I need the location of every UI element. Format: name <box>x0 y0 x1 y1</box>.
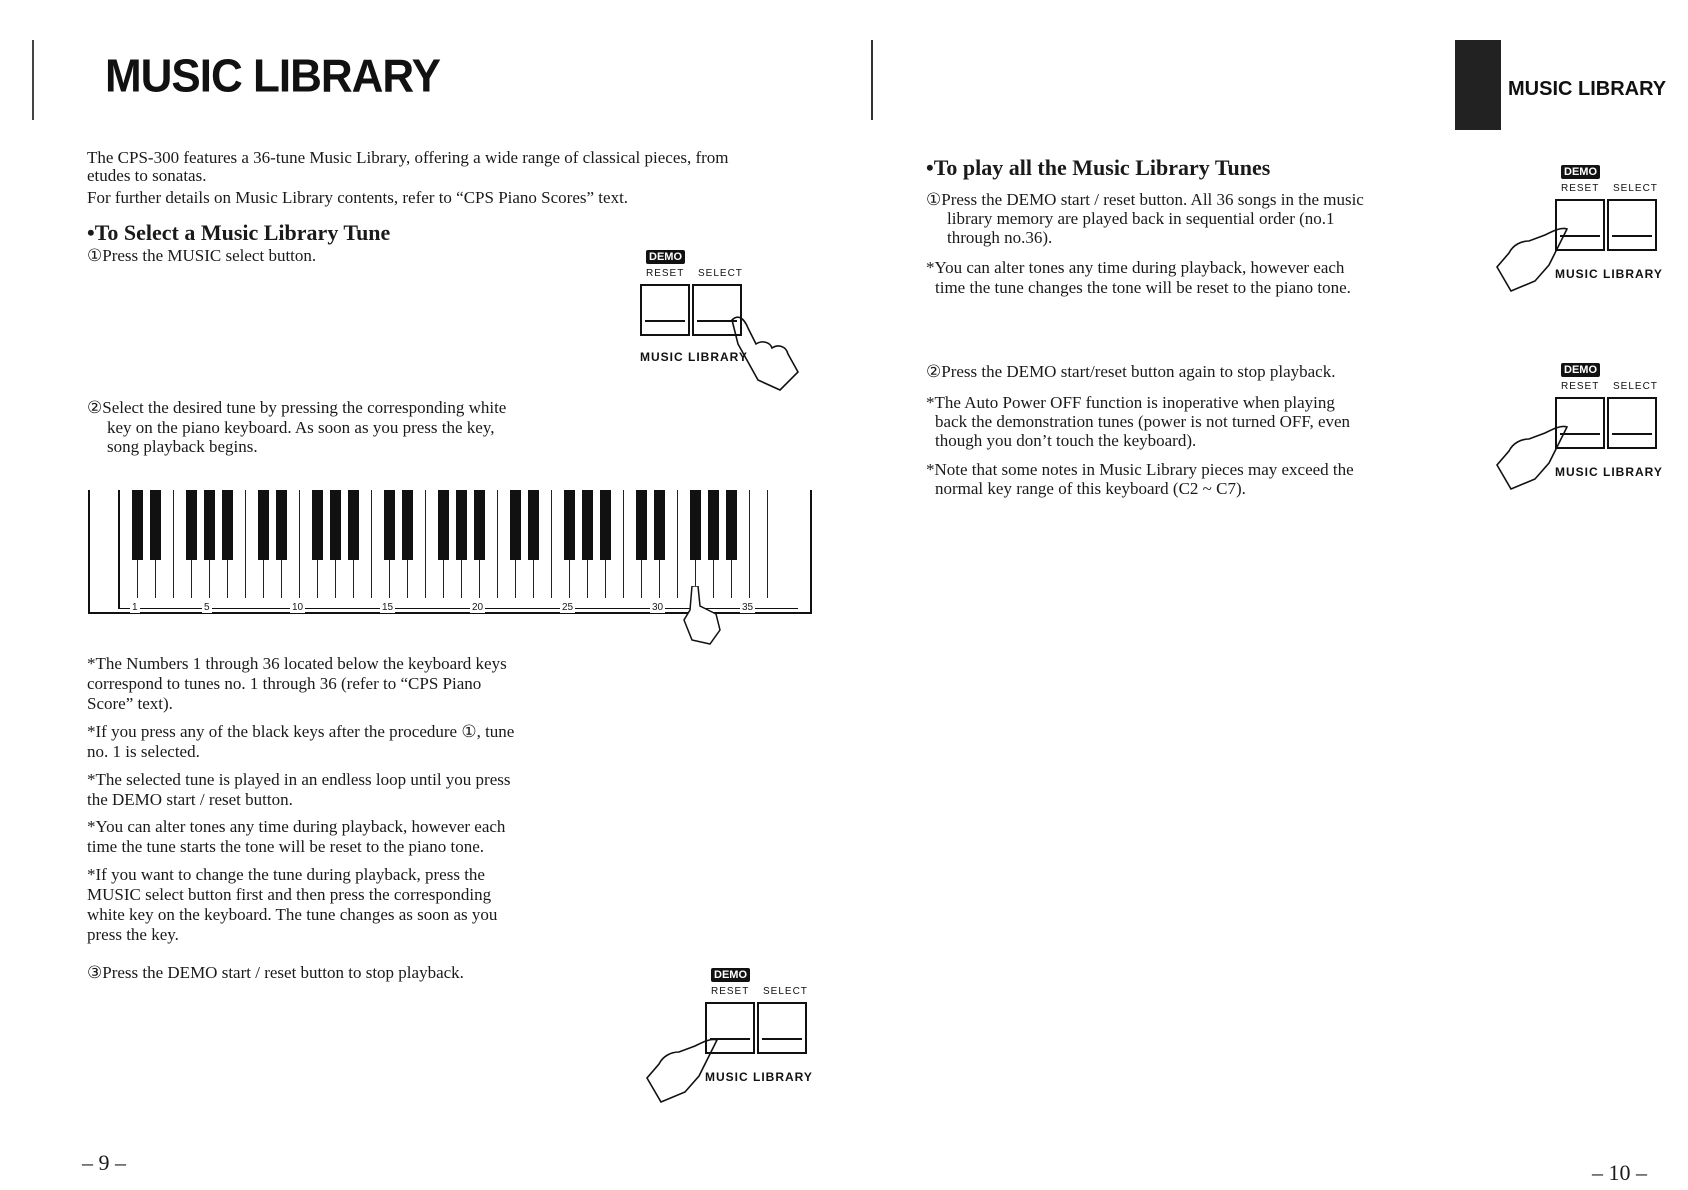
black-key <box>402 490 413 560</box>
page-number-left: – 9 – <box>82 1150 126 1175</box>
page-divider <box>871 40 873 120</box>
music-library-label: MUSIC LIBRARY <box>1555 267 1663 281</box>
page-title: MUSIC LIBRARY <box>105 50 440 103</box>
black-key <box>150 490 161 560</box>
music-library-label: MUSIC LIBRARY <box>705 1070 813 1084</box>
note-black-keys: *If you press any of the black keys after the procedure ①, tune no. 1 is selected. <box>87 722 515 761</box>
demo-badge: DEMO <box>1561 363 1600 377</box>
black-key <box>654 490 665 560</box>
demo-badge: DEMO <box>711 968 750 982</box>
reset-label: RESET <box>1561 183 1600 194</box>
black-key <box>582 490 593 560</box>
black-key <box>330 490 341 560</box>
reset-label: RESET <box>646 268 685 279</box>
select-button-illustration <box>1607 397 1657 449</box>
control-panel-diagram-4 <box>1555 363 1688 493</box>
black-key <box>456 490 467 560</box>
note-numbers: *The Numbers 1 through 36 located below the keyboard keys correspond to tunes no. 1 through 36 (refer to “CPS Piano Score” text). <box>87 654 507 713</box>
r-note-3-line-2: normal key range of this keyboard (C2 ~ C7). <box>935 479 1246 498</box>
r-note-2-line-2: back the demonstration tunes (power is not turned OFF, even <box>935 412 1351 431</box>
r-step-1-line-2: library memory are played back in sequential order (no.1 <box>947 209 1335 228</box>
demo-badge: DEMO <box>646 250 685 264</box>
black-key <box>132 490 143 560</box>
black-key <box>636 490 647 560</box>
select-button-illustration <box>1607 199 1657 251</box>
section-tab-marker <box>1455 40 1501 130</box>
black-key <box>564 490 575 560</box>
note-endless-loop: *The selected tune is played in an endless loop until you press the DEMO start / reset button. <box>87 770 511 809</box>
control-panel-diagram-1 <box>640 250 830 380</box>
black-key <box>474 490 485 560</box>
r-note-3-line-1: *Note that some notes in Music Library pieces may exceed the <box>926 460 1354 479</box>
black-key <box>258 490 269 560</box>
black-key <box>510 490 521 560</box>
key-number: 30 <box>652 602 664 613</box>
black-key <box>276 490 287 560</box>
margin-rule <box>32 40 34 120</box>
select-label: SELECT <box>698 268 743 279</box>
black-key <box>708 490 719 560</box>
section-tab-label: MUSIC LIBRARY <box>1508 78 1667 100</box>
music-library-label: MUSIC LIBRARY <box>1555 465 1663 479</box>
r-step-2-text: ②Press the DEMO start/reset button again to stop playback. <box>926 362 1336 381</box>
r-note-2-line-3: though you don’t touch the keyboard). <box>935 431 1197 450</box>
black-key <box>312 490 323 560</box>
step-1-text: ①Press the MUSIC select button. <box>87 246 317 265</box>
step-2-line-1: ②Select the desired tune by pressing the corresponding white <box>87 398 507 417</box>
pointing-hand-icon <box>728 314 818 394</box>
finger-on-key-icon <box>678 586 728 646</box>
section-heading-select: •To Select a Music Library Tune <box>87 220 391 245</box>
black-key <box>600 490 611 560</box>
select-label: SELECT <box>1613 183 1658 194</box>
black-key <box>204 490 215 560</box>
pointing-hand-icon <box>645 1038 725 1108</box>
keyboard-end-block <box>88 490 120 608</box>
black-key <box>186 490 197 560</box>
piano-keyboard-diagram <box>88 490 810 614</box>
pointing-hand-icon <box>1495 425 1575 495</box>
note-change-tune: *If you want to change the tune during playback, press the MUSIC select button first and then press the corresponding white key on the keyboard. The tune changes as soon as you press the key. <box>87 865 498 944</box>
reset-label: RESET <box>1561 381 1600 392</box>
key-number: 35 <box>742 602 754 613</box>
black-key <box>726 490 737 560</box>
reset-label: RESET <box>711 986 750 997</box>
black-key <box>438 490 449 560</box>
pointing-hand-icon <box>1495 227 1575 297</box>
r-note-1-line-1: *You can alter tones any time during playback, however each <box>926 258 1345 277</box>
black-key <box>222 490 233 560</box>
control-panel-diagram-2 <box>705 968 895 1098</box>
step-2-line-2: key on the piano keyboard. As soon as you press the key, <box>107 418 495 437</box>
intro-text-1b: etudes to sonatas. <box>87 166 207 185</box>
black-key <box>348 490 359 560</box>
r-step-1-line-1: ①Press the DEMO start / reset button. All 36 songs in the music <box>926 190 1364 209</box>
key-number: 20 <box>472 602 484 613</box>
page-number-right: – 10 – <box>1592 1160 1647 1185</box>
music-library-label: MUSIC LIBRARY <box>640 350 748 364</box>
black-key <box>690 490 701 560</box>
demo-badge: DEMO <box>1561 165 1600 179</box>
step-2-line-3: song playback begins. <box>107 437 258 456</box>
select-label: SELECT <box>1613 381 1658 392</box>
note-alter-tones: *You can alter tones any time during playback, however each time the tune starts the tone will be reset to the piano tone. <box>87 817 506 856</box>
white-key <box>750 490 768 598</box>
control-panel-diagram-3 <box>1555 165 1688 295</box>
r-note-1-line-2: time the tune changes the tone will be reset to the piano tone. <box>935 278 1351 297</box>
key-number: 10 <box>292 602 304 613</box>
r-note-2-line-1: *The Auto Power OFF function is inoperative when playing <box>926 393 1335 412</box>
section-heading-play-all: •To play all the Music Library Tunes <box>926 155 1271 180</box>
key-number: 5 <box>204 602 210 613</box>
key-number: 15 <box>382 602 394 613</box>
key-number: 25 <box>562 602 574 613</box>
step-3-text: ③Press the DEMO start / reset button to stop playback. <box>87 963 464 982</box>
r-step-1-line-3: through no.36). <box>947 228 1053 247</box>
black-key <box>384 490 395 560</box>
key-number: 1 <box>132 602 138 613</box>
intro-text-1: The CPS-300 features a 36-tune Music Library, offering a wide range of classical pieces, from <box>87 148 729 167</box>
intro-text-2: For further details on Music Library contents, refer to “CPS Piano Scores” text. <box>87 188 629 207</box>
select-label: SELECT <box>763 986 808 997</box>
reset-button-illustration <box>640 284 690 336</box>
select-button-illustration <box>757 1002 807 1054</box>
black-key <box>528 490 539 560</box>
